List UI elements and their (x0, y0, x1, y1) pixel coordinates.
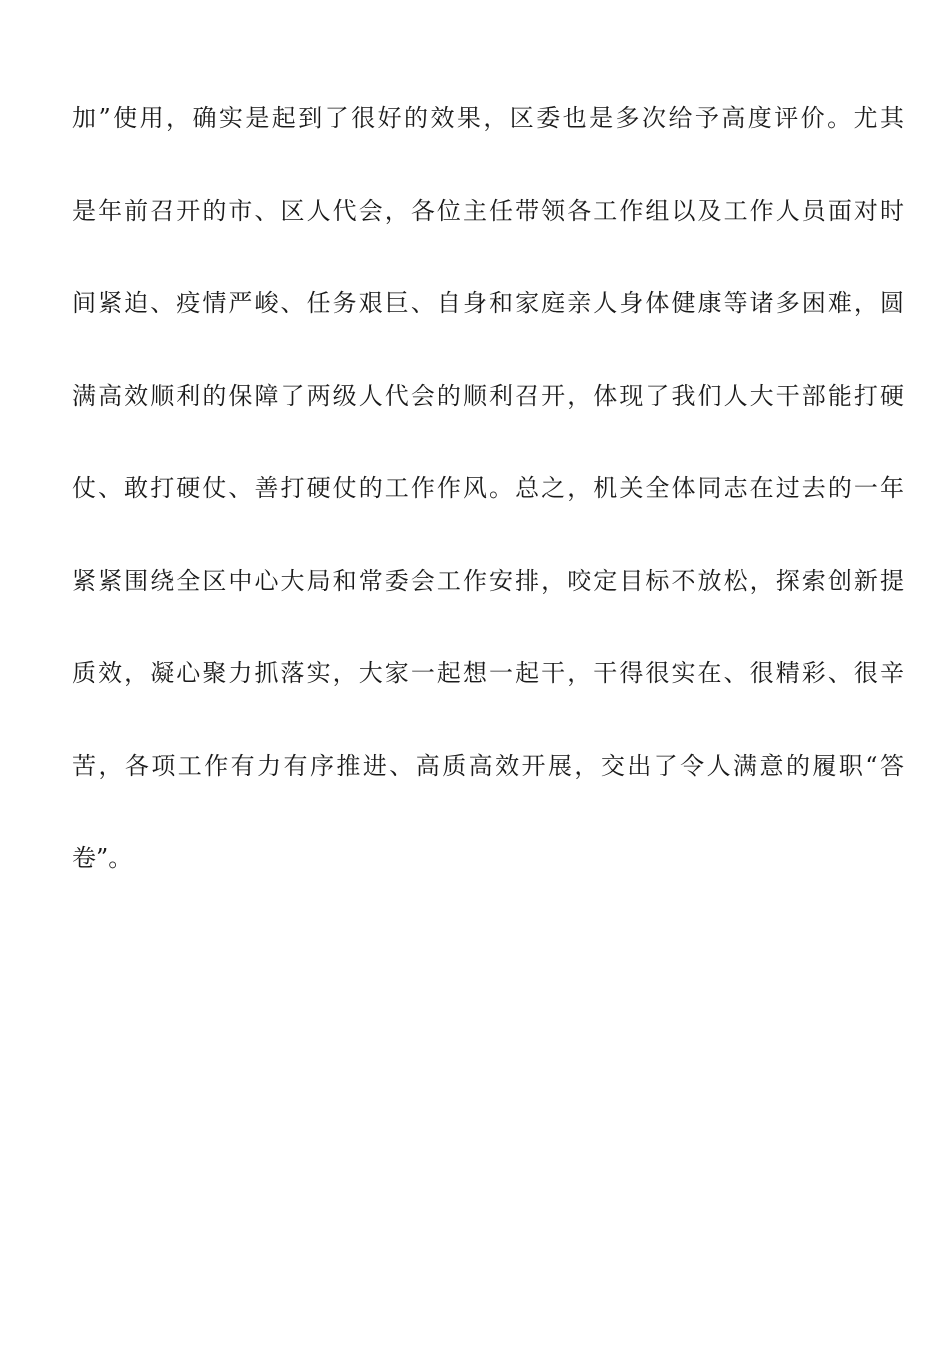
text-line-3: 间紧迫、疫情严峻、任务艰巨、自身和家庭亲人身体健康等诸多困难，圆 (72, 289, 904, 317)
text-line-2: 是年前召开的市、区人代会，各位主任带领各工作组以及工作人员面对时 (72, 196, 904, 225)
text-line-7: 质效，凝心聚力抓落实，大家一起想一起干，干得很实在、很精彩、很辛 (72, 659, 904, 687)
text-line-1: 加”使用，确实是起到了很好的效果，区委也是多次给予高度评价。尤其 (72, 104, 904, 132)
text-line-8: 苦，各项工作有力有序推进、高质高效开展，交出了令人满意的履职“答 (72, 751, 904, 780)
text-line-5: 仗、敢打硬仗、善打硬仗的工作作风。总之，机关全体同志在过去的一年 (72, 474, 904, 502)
text-line-9: 卷”。 (72, 844, 133, 872)
body-paragraph (72, 95, 904, 928)
text-line-6: 紧紧围绕全区中心大局和常委会工作安排，咬定目标不放松，探索创新提 (72, 566, 904, 595)
text-line-4: 满高效顺利的保障了两级人代会的顺利召开，体现了我们人大干部能打硬 (72, 381, 904, 410)
